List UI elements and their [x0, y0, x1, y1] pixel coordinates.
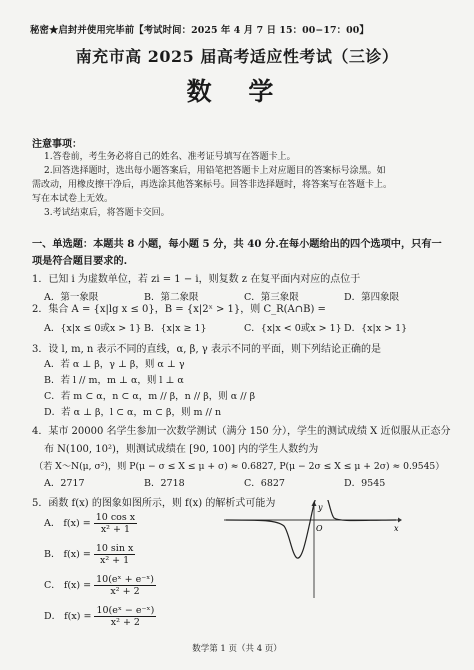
q5-option-b-lhs: f(x) =: [63, 549, 91, 560]
exam-title: 南充市高 2025 届高考适应性考试（三诊）: [75, 47, 399, 66]
function-curve: [226, 500, 396, 558]
q4-option-d: D．9545: [344, 478, 386, 489]
q4-option-b: B．2718: [144, 478, 185, 489]
q5-option-c-lhs: f(x) =: [63, 580, 92, 591]
x-axis-label: x: [394, 524, 399, 533]
q5-option-c-fraction: [94, 574, 156, 597]
q5-option-b: [44, 543, 135, 566]
q5-option-d: [44, 605, 156, 628]
q2-option-c: C．{x|x < 0或x > 1}: [244, 323, 342, 334]
q5-option-d-fraction: [94, 605, 156, 628]
q1-option-c: C．第三象限: [244, 292, 299, 303]
q5-option-b-fraction: [94, 543, 136, 566]
q5-option-b-label: B．: [44, 549, 61, 560]
q4-stem-line1: 4．某市 20000 名学生参加一次数学测试（满分 150 分），学生的测试成绩 X 近似服从正态分: [32, 426, 451, 437]
q5-option-c-numerator: 10(eˣ + e⁻ˣ): [96, 574, 154, 585]
q4-option-c: C．6827: [244, 478, 285, 489]
q4-stem-line2: 布 N(100, 10²)，则测试成绩在 [90, 100] 内的学生人数约为: [44, 444, 319, 455]
q4-option-a: A．2717: [44, 478, 85, 489]
q5-option-d-lhs: f(x) =: [64, 611, 92, 622]
q5-option-a-numerator: 10 cos x: [95, 512, 136, 523]
notice-item: 需改动，用橡皮擦干净后，再选涂其他答案标号。回答非选择题时，将答案写在答题卡上。: [32, 180, 393, 190]
q2-option-a: A．{x|x ≤ 0或x > 1}: [44, 323, 142, 334]
page-footer: 数学第 1 页（共 4 页）: [192, 644, 282, 654]
q5-option-d-label: D．: [44, 611, 62, 622]
q2-option-b: B．{x|x ≥ 1}: [144, 323, 207, 334]
q3-option-d: D．若 α ⊥ β，l ⊂ α，m ⊂ β，则 m // n: [44, 407, 222, 418]
q3-stem: 3．设 l, m, n 表示不同的直线，α, β, γ 表示不同的平面，则下列结论正确的是: [32, 344, 381, 355]
q4-stem-line3: （若 X～N(μ, σ²)，则 P(μ − σ ≤ X ≤ μ + σ) ≈ 0.6827, P(μ − 2σ ≤ X ≤ μ + 2σ) ≈ 0.9545）: [34, 461, 445, 472]
q5-option-b-numerator: 10 sin x: [95, 543, 134, 554]
q5-option-c: [44, 574, 156, 597]
q5-option-a-denominator: x² + 1: [100, 524, 131, 535]
notice-item: 2.回答选择题时，选出每小题答案后，用铅笔把答题卡上对应题目的答案标号涂黑。如: [44, 166, 386, 176]
y-axis-label: y: [318, 503, 323, 512]
q5-option-b-denominator: x² + 1: [99, 555, 130, 566]
section-one-intro: 一、单选题：本题共 8 小题，每小题 5 分，共 40 分.在每小题给出的四个选项中，只有一项是符合题目要求的.: [32, 238, 442, 267]
subject-title: 数 学: [186, 77, 288, 106]
notice-heading: 注意事项：: [32, 139, 82, 150]
q5-stem: 5．函数 f(x) 的图象如图所示，则 f(x) 的解析式可能为: [32, 498, 276, 509]
q3-option-c: C．若 m ⊂ α，n ⊂ α，m // β，n // β，则 α // β: [44, 391, 256, 402]
q1-option-d: D．第四象限: [344, 292, 400, 303]
q5-option-d-numerator: 10(eˣ − e⁻ˣ): [96, 605, 155, 616]
x-axis-arrow-icon: [398, 518, 402, 523]
q2-stem: 2．集合 A = {x|lg x ≤ 0}，B = {x|2ˣ > 1}，则 C_R(A∩B) =: [32, 304, 326, 315]
q3-option-a: A．若 α ⊥ β，γ ⊥ β，则 α ⊥ γ: [44, 359, 185, 370]
q5-option-c-label: C．: [44, 580, 61, 591]
q5-option-a: [44, 512, 137, 535]
q5-option-c-denominator: x² + 2: [110, 586, 140, 597]
secret-line: 秘密★启封并使用完毕前【考试时间：2025 年 4 月 7 日 15：00−17：00】: [30, 25, 369, 36]
q5-option-a-label: A．: [44, 518, 61, 529]
q2-option-d: D．{x|x > 1}: [344, 323, 408, 334]
q1-stem: 1．已知 i 为虚数单位，若 zi = 1 − i，则复数 z 在复平面内对应的点位于: [32, 274, 361, 285]
q5-function-graph: [222, 500, 402, 600]
q5-option-a-lhs: f(x) =: [63, 518, 91, 529]
q1-option-a: A．第一象限: [44, 292, 99, 303]
origin-label: O: [316, 524, 323, 533]
q3-option-b: B．若 l // m，m ⊥ α，则 l ⊥ α: [44, 375, 184, 386]
notice-item: 1.答卷前，考生务必将自己的姓名、准考证号填写在答题卡上。: [44, 152, 296, 162]
notice-item: 3.考试结束后，将答题卡交回。: [44, 208, 170, 218]
q5-option-d-denominator: x² + 2: [110, 617, 140, 628]
q5-option-a-fraction: [94, 512, 137, 535]
q1-option-b: B．第二象限: [144, 292, 199, 303]
notice-item: 写在本试卷上无效。: [32, 194, 114, 204]
